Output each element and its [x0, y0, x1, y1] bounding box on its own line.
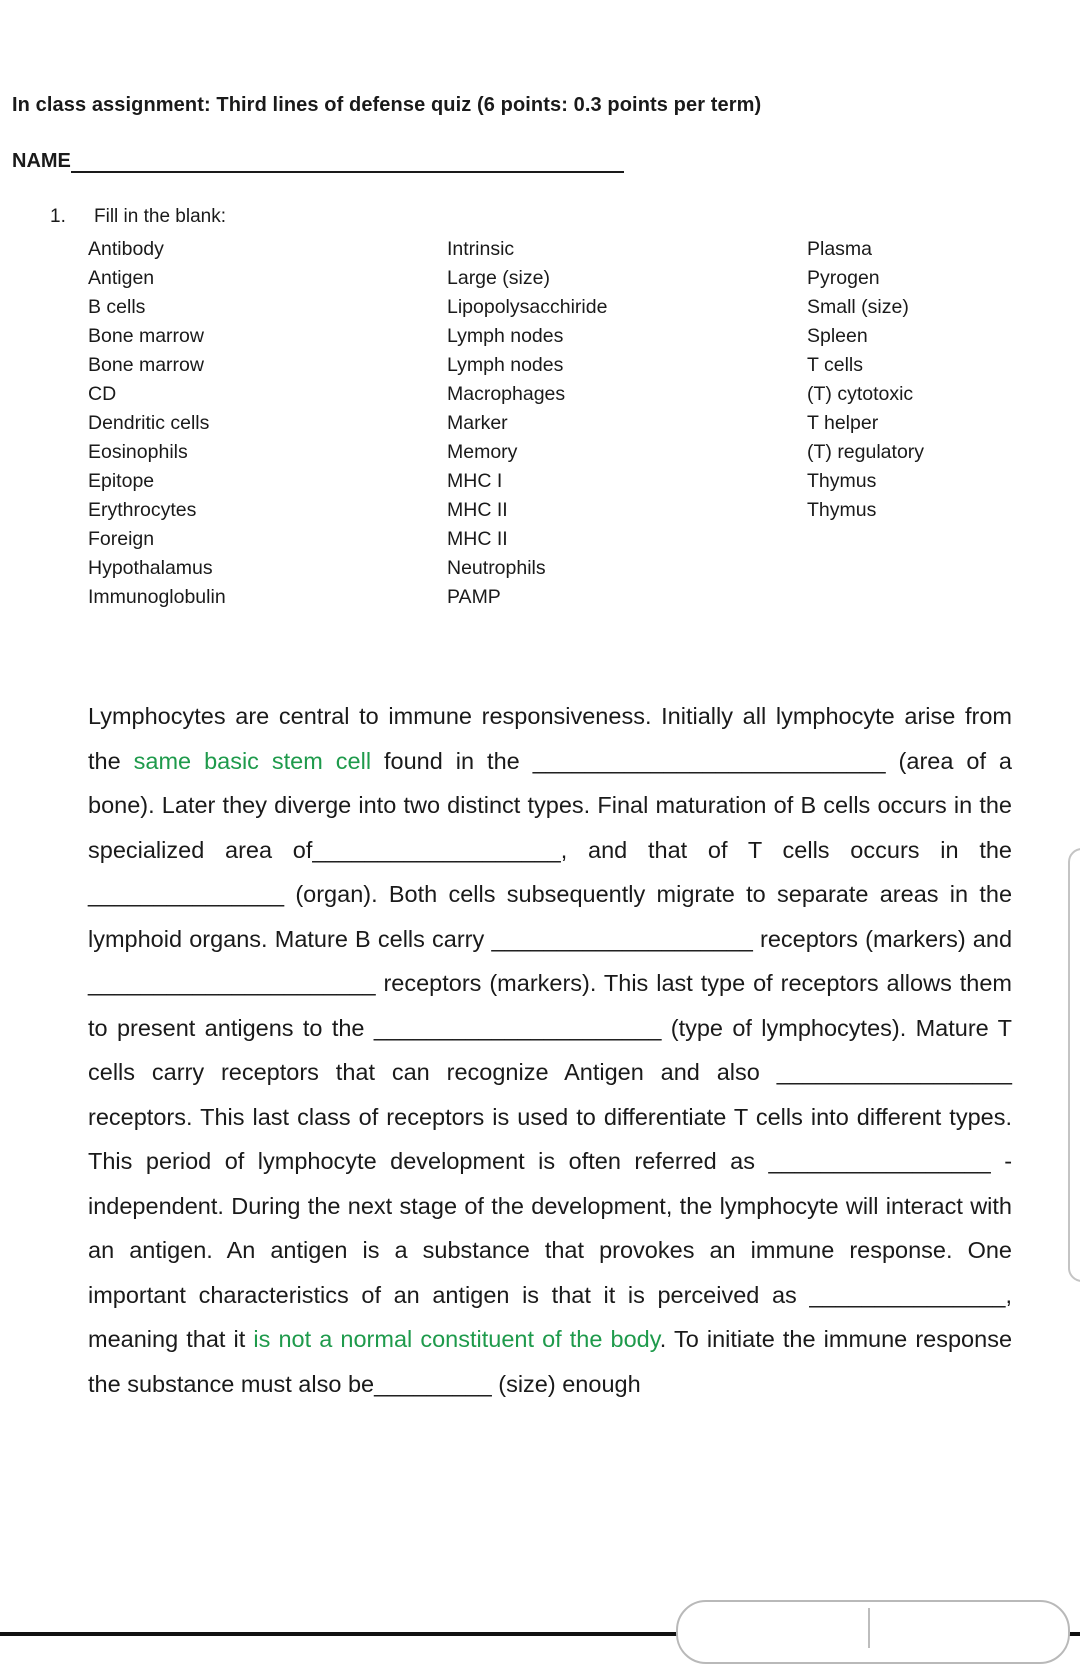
passage-text: - independent. During the next stage of the development, the lymphocyte will interact with an antigen. An antigen is a substance that provokes an immune response. One important characteristics of an antigen is that it is perceived as	[88, 1148, 1013, 1308]
word-bank-term: MHC II	[447, 499, 508, 521]
blank-5[interactable]: ______________________	[88, 970, 376, 996]
word-bank-term: Memory	[447, 441, 518, 463]
word-bank-column-2	[447, 235, 607, 612]
blank-1[interactable]: ___________________________	[532, 747, 886, 774]
blank-2[interactable]: ___________________	[312, 836, 561, 863]
word-bank-column-1	[88, 235, 226, 612]
passage-text: receptors (markers) and	[760, 925, 1013, 952]
passage-text: . To initiate the immune response the substance must also be	[88, 1326, 1013, 1397]
passage-text: receptors (markers). This last type of receptors allows them to present antigens to the	[88, 970, 1012, 1041]
highlight-text: is not a normal constituent of the body	[253, 1326, 660, 1352]
name-label: NAME	[12, 150, 71, 172]
word-bank-term: Lymph nodes	[447, 325, 564, 347]
bottom-toolbar[interactable]	[676, 1600, 1070, 1664]
word-bank-term: Bone marrow	[88, 325, 204, 347]
word-bank-column-3	[807, 235, 924, 525]
passage-text: receptors. This last class of receptors is used to differentiate T cells into different types. This period of lymphocyte development is often referred as	[88, 1103, 1012, 1174]
blank-3[interactable]: _______________	[88, 881, 285, 907]
name-input-line[interactable]	[71, 151, 624, 173]
passage-text: found in the	[384, 747, 520, 774]
word-bank-term: (T) cytotoxic	[807, 383, 914, 405]
word-bank-term: Antigen	[88, 267, 155, 289]
blank-9[interactable]: _______________	[809, 1281, 1006, 1308]
blank-8[interactable]: _________________	[768, 1148, 991, 1174]
word-bank-term: Foreign	[88, 528, 155, 550]
word-bank-term: T cells	[807, 354, 863, 376]
word-bank-term: Neutrophils	[447, 557, 546, 579]
blank-7[interactable]: __________________	[776, 1059, 1012, 1085]
word-bank-term: Plasma	[807, 238, 873, 260]
word-bank-term: Eosinophils	[88, 441, 188, 463]
word-bank-term: B cells	[88, 296, 146, 318]
word-bank-term: Antibody	[88, 238, 164, 260]
word-bank-term: Bone marrow	[88, 354, 204, 376]
highlight-text: same basic stem cell	[133, 747, 372, 774]
word-bank-term: Spleen	[807, 325, 868, 347]
page-title: In class assignment: Third lines of defense quiz (6 points: 0.3 points per term)	[12, 94, 762, 116]
word-bank-term: Dendritic cells	[88, 412, 210, 434]
side-scroll-handle[interactable]	[1068, 848, 1080, 1282]
question-label: Fill in the blank:	[94, 206, 227, 227]
passage-text: (area of a bone). Later they diverge into two distinct types. Final maturation of B cells occurs in the specialized area of	[88, 747, 1013, 863]
word-bank-term: Thymus	[807, 470, 877, 492]
word-bank-term: MHC I	[447, 470, 503, 492]
name-row	[12, 150, 624, 173]
word-bank-term: Hypothalamus	[88, 557, 213, 579]
word-bank-term: Lymph nodes	[447, 354, 564, 376]
word-bank-term: (T) regulatory	[807, 441, 925, 463]
word-bank-term: CD	[88, 383, 117, 405]
word-bank-term: T helper	[807, 412, 879, 434]
passage-text: , meaning that it	[88, 1281, 1012, 1352]
blank-6[interactable]: ______________________	[373, 1014, 662, 1041]
passage-text: (size) enough	[498, 1370, 641, 1397]
word-bank-term: Epitope	[88, 470, 155, 492]
word-bank-term: Small (size)	[807, 296, 909, 318]
question-number: 1.	[50, 206, 66, 227]
passage-text: , and that of T cells occurs in the	[560, 836, 1012, 863]
word-bank-term: Pyrogen	[807, 267, 880, 289]
word-bank-term: Macrophages	[447, 383, 566, 405]
blank-4[interactable]: ____________________	[491, 925, 753, 952]
word-bank-term: MHC II	[447, 528, 508, 550]
passage-text: (type of lymphocytes). Mature T cells carry receptors that can recognize Antigen and also	[88, 1014, 1013, 1085]
passage-text: (organ). Both cells subsequently migrate to separate areas in the lymphoid organs. Mature B cells carry	[88, 881, 1013, 952]
blank-10[interactable]: _________	[374, 1370, 492, 1397]
word-bank-term: Marker	[447, 412, 508, 434]
word-bank-term: PAMP	[447, 586, 501, 608]
word-bank-term: Lipopolysacchiride	[447, 296, 608, 318]
passage-text: Lymphocytes are central to immune responsiveness. Initially all lymphocyte arise from the	[88, 703, 1012, 774]
word-bank-term: Large (size)	[447, 267, 550, 289]
word-bank-term: Erythrocytes	[88, 499, 197, 521]
toolbar-divider	[868, 1608, 870, 1648]
word-bank-term: Intrinsic	[447, 238, 515, 260]
word-bank-term: Thymus	[807, 499, 877, 521]
passage	[88, 694, 1012, 1406]
word-bank-term: Immunoglobulin	[88, 586, 226, 608]
